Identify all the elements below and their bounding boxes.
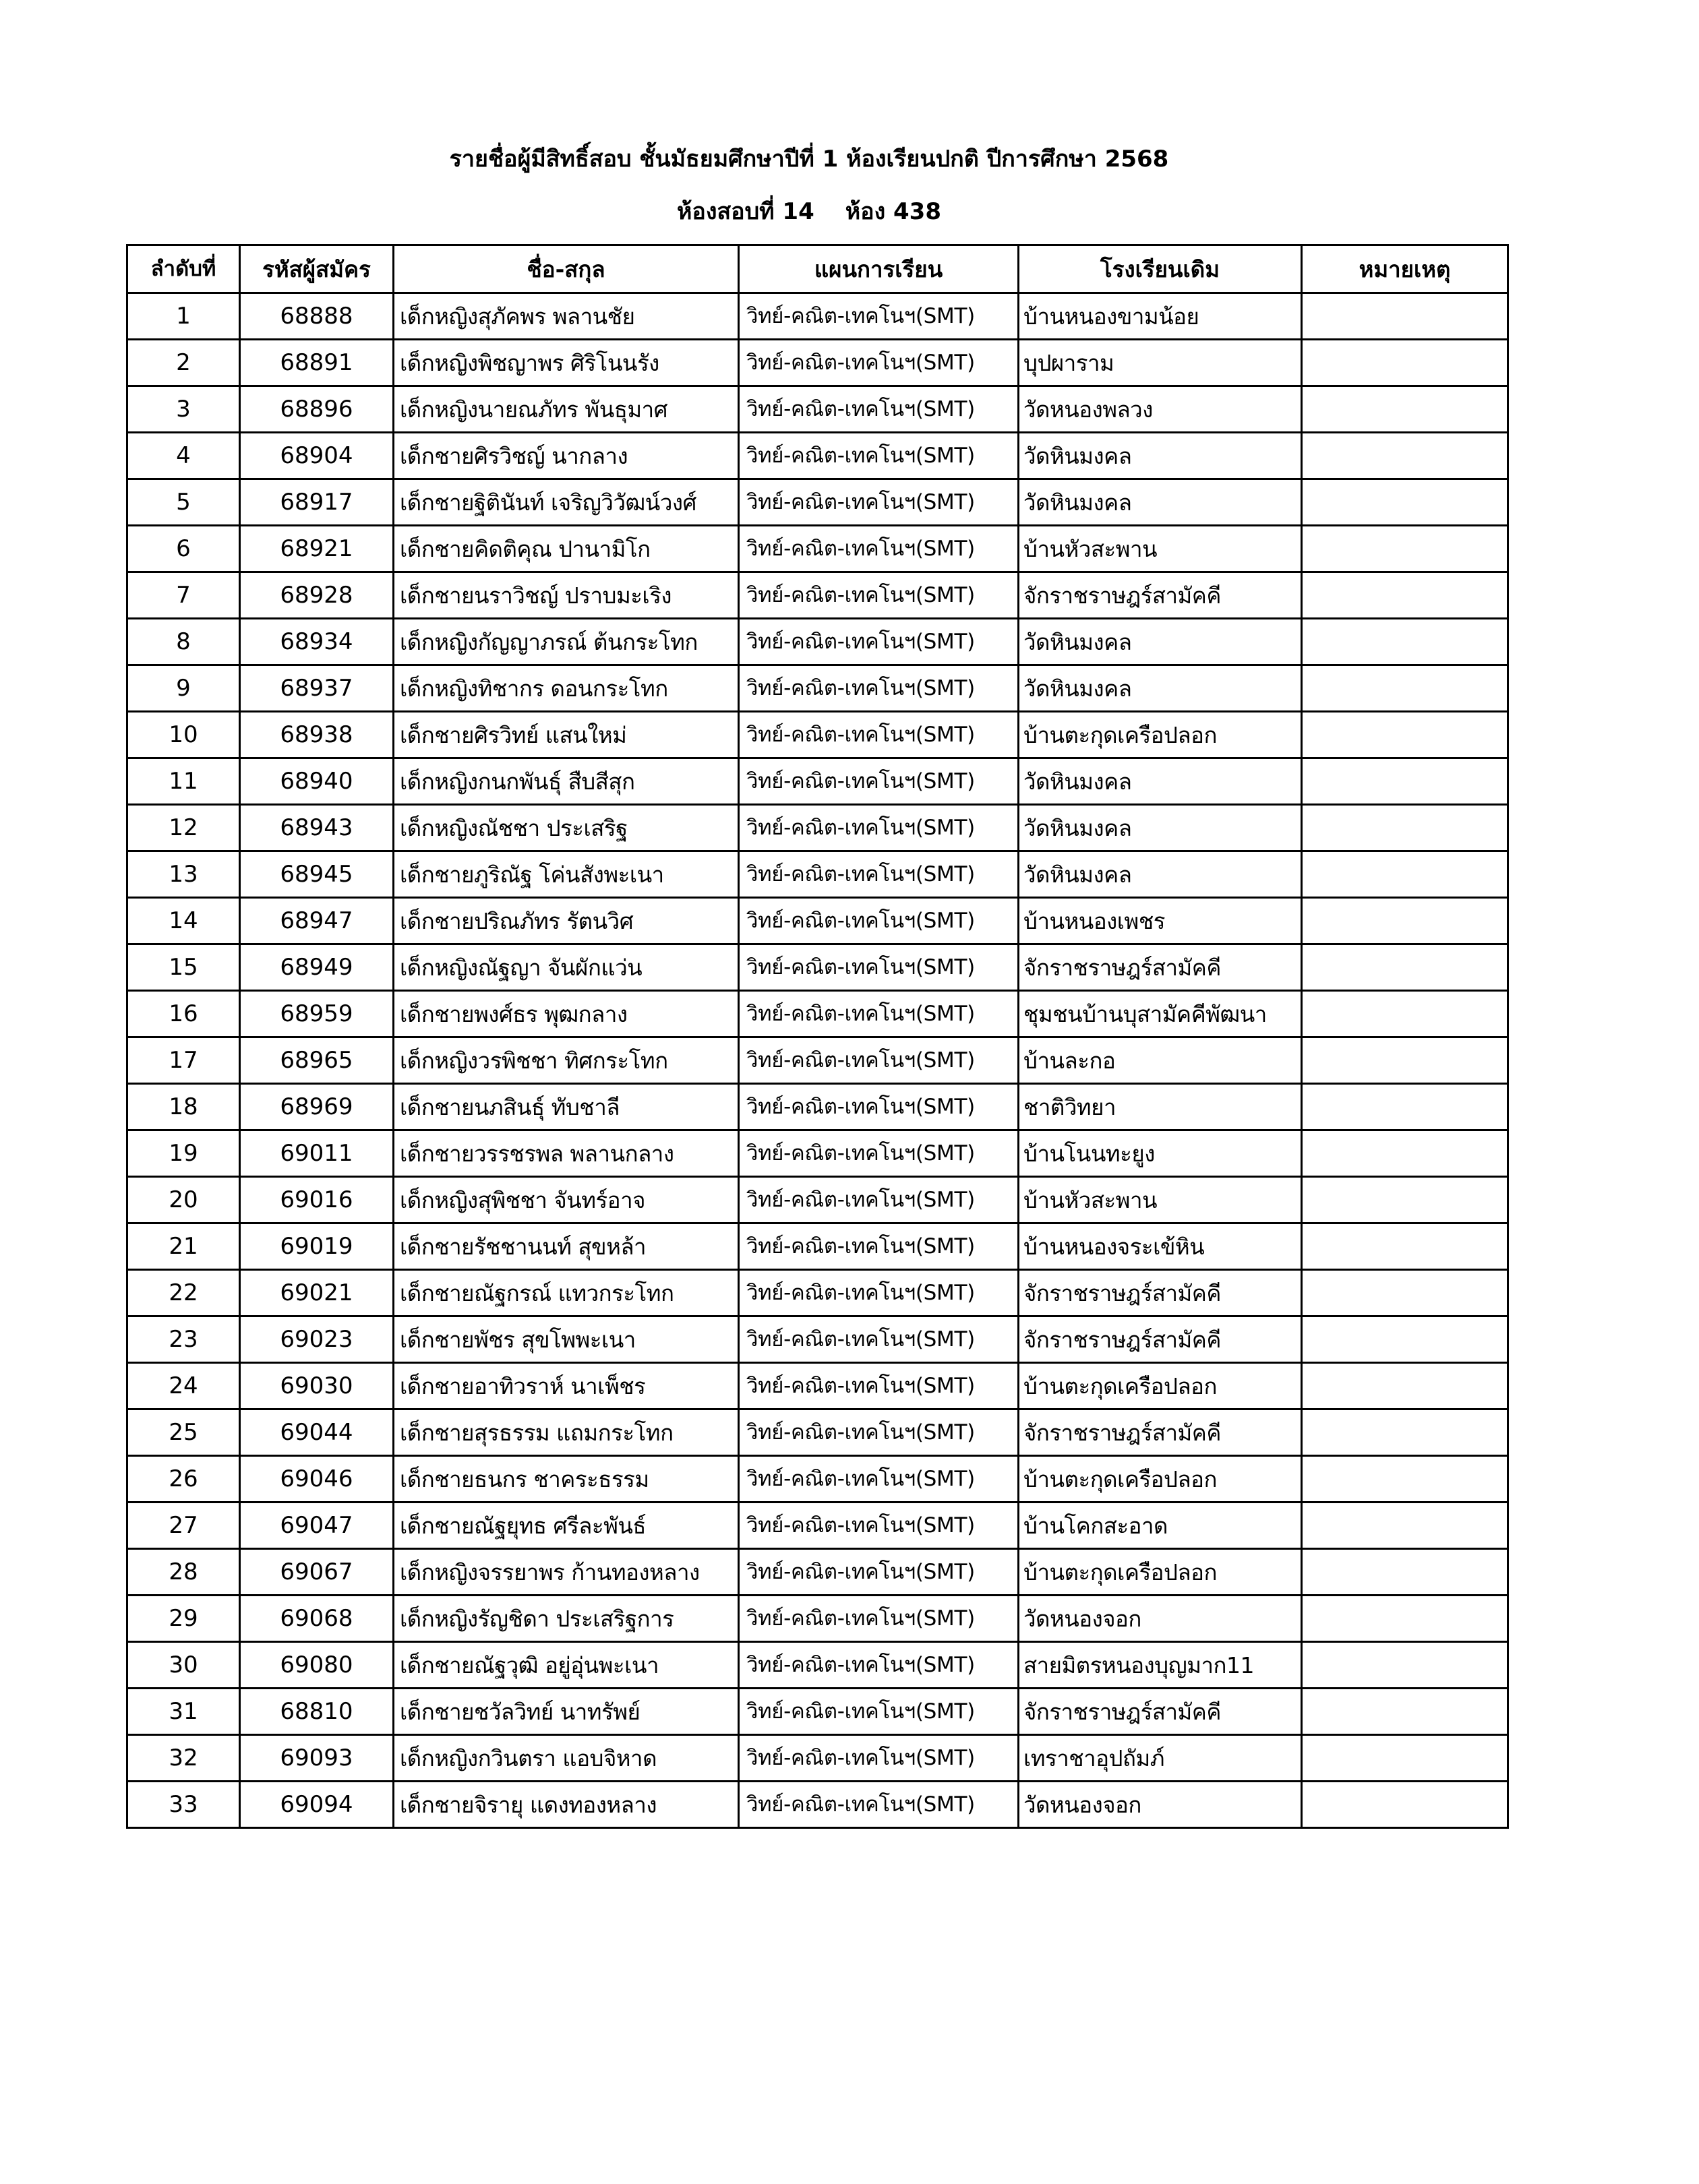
cell-full-name: เด็กหญิงณัชชา ประเสริฐ (394, 805, 739, 851)
cell-order-no: 13 (127, 851, 240, 898)
cell-remarks (1302, 1409, 1508, 1456)
cell-study-plan: วิทย์-คณิต-เทคโนฯ(SMT) (739, 1037, 1019, 1084)
cell-study-plan: วิทย์-คณิต-เทคโนฯ(SMT) (739, 898, 1019, 944)
cell-full-name: เด็กชายรัชชานนท์ สุขหล้า (394, 1223, 739, 1270)
cell-order-no: 29 (127, 1596, 240, 1642)
cell-full-name: เด็กหญิงจรรยาพร ก้านทองหลาง (394, 1549, 739, 1596)
cell-previous-school: วัดหินมงคล (1019, 851, 1302, 898)
cell-previous-school: จักราชราษฎร์สามัคคี (1019, 1316, 1302, 1363)
cell-study-plan: วิทย์-คณิต-เทคโนฯ(SMT) (739, 944, 1019, 991)
cell-applicant-id: 68937 (240, 665, 394, 712)
cell-previous-school: ชาติวิทยา (1019, 1084, 1302, 1130)
cell-remarks (1302, 1735, 1508, 1782)
cell-remarks (1302, 479, 1508, 526)
cell-applicant-id: 68934 (240, 619, 394, 665)
cell-full-name: เด็กชายณัฐวุฒิ อยู่อุ่นพะเนา (394, 1642, 739, 1689)
cell-applicant-id: 69080 (240, 1642, 394, 1689)
cell-applicant-id: 69019 (240, 1223, 394, 1270)
table-row (127, 1037, 1508, 1084)
cell-previous-school: สายมิตรหนองบุญมาก11 (1019, 1642, 1302, 1689)
cell-full-name: เด็กชายจิรายุ แดงทองหลาง (394, 1782, 739, 1828)
cell-remarks (1302, 805, 1508, 851)
table-row (127, 1084, 1508, 1130)
cell-applicant-id: 69044 (240, 1409, 394, 1456)
header-study-plan: แผนการเรียน (739, 245, 1019, 293)
cell-remarks (1302, 1503, 1508, 1549)
table-row (127, 1409, 1508, 1456)
cell-applicant-id: 69068 (240, 1596, 394, 1642)
cell-order-no: 30 (127, 1642, 240, 1689)
cell-previous-school: วัดหินมงคล (1019, 758, 1302, 805)
cell-order-no: 22 (127, 1270, 240, 1316)
cell-previous-school: วัดหนองจอก (1019, 1596, 1302, 1642)
cell-order-no: 25 (127, 1409, 240, 1456)
cell-previous-school: วัดหินมงคล (1019, 619, 1302, 665)
cell-applicant-id: 68810 (240, 1689, 394, 1735)
cell-full-name: เด็กชายปริณภัทร รัตนวิศ (394, 898, 739, 944)
table-row (127, 293, 1508, 340)
cell-previous-school: บ้านละกอ (1019, 1037, 1302, 1084)
cell-order-no: 5 (127, 479, 240, 526)
cell-study-plan: วิทย์-คณิต-เทคโนฯ(SMT) (739, 433, 1019, 479)
cell-previous-school: บ้านตะกุดเครือปลอก (1019, 1456, 1302, 1503)
table-row (127, 1456, 1508, 1503)
cell-remarks (1302, 572, 1508, 619)
cell-order-no: 11 (127, 758, 240, 805)
table-row (127, 572, 1508, 619)
cell-applicant-id: 68891 (240, 340, 394, 386)
cell-full-name: เด็กชายภูริณัฐ โค่นสังพะเนา (394, 851, 739, 898)
cell-remarks (1302, 1642, 1508, 1689)
header-previous-school: โรงเรียนเดิม (1019, 245, 1302, 293)
cell-study-plan: วิทย์-คณิต-เทคโนฯ(SMT) (739, 758, 1019, 805)
cell-study-plan: วิทย์-คณิต-เทคโนฯ(SMT) (739, 1177, 1019, 1223)
cell-study-plan: วิทย์-คณิต-เทคโนฯ(SMT) (739, 572, 1019, 619)
document-subtitle (0, 193, 1618, 229)
cell-study-plan: วิทย์-คณิต-เทคโนฯ(SMT) (739, 293, 1019, 340)
document-title: รายชื่อผู้มีสิทธิ์สอบ ชั้นมัธยมศึกษาปีที่ 1 ห้องเรียนปกติ ปีการศึกษา 2568 (449, 146, 1169, 173)
cell-previous-school: บ้านหัวสะพาน (1019, 526, 1302, 572)
cell-study-plan: วิทย์-คณิต-เทคโนฯ(SMT) (739, 1689, 1019, 1735)
cell-order-no: 23 (127, 1316, 240, 1363)
cell-previous-school: จักราชราษฎร์สามัคคี (1019, 944, 1302, 991)
cell-previous-school: วัดหินมงคล (1019, 665, 1302, 712)
cell-remarks (1302, 1363, 1508, 1409)
cell-study-plan: วิทย์-คณิต-เทคโนฯ(SMT) (739, 1409, 1019, 1456)
cell-full-name: เด็กชายณัฐกรณ์ แทวกระโทก (394, 1270, 739, 1316)
cell-applicant-id: 68940 (240, 758, 394, 805)
cell-order-no: 8 (127, 619, 240, 665)
cell-order-no: 33 (127, 1782, 240, 1828)
cell-study-plan: วิทย์-คณิต-เทคโนฯ(SMT) (739, 1596, 1019, 1642)
cell-full-name: เด็กหญิงวรพิชชา ทิศกระโทก (394, 1037, 739, 1084)
table-row (127, 1689, 1508, 1735)
cell-applicant-id: 69067 (240, 1549, 394, 1596)
cell-study-plan: วิทย์-คณิต-เทคโนฯ(SMT) (739, 665, 1019, 712)
cell-remarks (1302, 1177, 1508, 1223)
cell-remarks (1302, 1037, 1508, 1084)
cell-full-name: เด็กหญิงณัฐญา จันผักแว่น (394, 944, 739, 991)
cell-previous-school: บ้านหนองจระเข้หิน (1019, 1223, 1302, 1270)
cell-previous-school: ชุมชนบ้านบุสามัคคีพัฒนา (1019, 991, 1302, 1037)
table-row (127, 1363, 1508, 1409)
cell-previous-school: บุปผาราม (1019, 340, 1302, 386)
table-row (127, 386, 1508, 433)
cell-study-plan: วิทย์-คณิต-เทคโนฯ(SMT) (739, 1456, 1019, 1503)
table-row (127, 1223, 1508, 1270)
cell-order-no: 12 (127, 805, 240, 851)
cell-remarks (1302, 758, 1508, 805)
cell-applicant-id: 69021 (240, 1270, 394, 1316)
header-order-no: ลำดับที่ (127, 245, 240, 293)
cell-applicant-id: 69094 (240, 1782, 394, 1828)
cell-remarks (1302, 1596, 1508, 1642)
exam-room-label: ห้องสอบที่ 14 (676, 198, 814, 225)
cell-study-plan: วิทย์-คณิต-เทคโนฯ(SMT) (739, 1363, 1019, 1409)
table-row (127, 1316, 1508, 1363)
cell-previous-school: จักราชราษฎร์สามัคคี (1019, 1270, 1302, 1316)
cell-full-name: เด็กหญิงกัญญาภรณ์ ต้นกระโทก (394, 619, 739, 665)
cell-applicant-id: 68938 (240, 712, 394, 758)
table-body (127, 293, 1508, 1828)
cell-study-plan: วิทย์-คณิต-เทคโนฯ(SMT) (739, 712, 1019, 758)
cell-study-plan: วิทย์-คณิต-เทคโนฯ(SMT) (739, 340, 1019, 386)
cell-study-plan: วิทย์-คณิต-เทคโนฯ(SMT) (739, 851, 1019, 898)
table-row (127, 1735, 1508, 1782)
cell-applicant-id: 68928 (240, 572, 394, 619)
table-row (127, 479, 1508, 526)
cell-full-name: เด็กหญิงสุภัคพร พลานชัย (394, 293, 739, 340)
cell-remarks (1302, 1084, 1508, 1130)
table-row (127, 851, 1508, 898)
table-row (127, 1503, 1508, 1549)
cell-previous-school: บ้านหนองขามน้อย (1019, 293, 1302, 340)
cell-order-no: 15 (127, 944, 240, 991)
cell-study-plan: วิทย์-คณิต-เทคโนฯ(SMT) (739, 386, 1019, 433)
cell-order-no: 20 (127, 1177, 240, 1223)
cell-applicant-id: 68904 (240, 433, 394, 479)
cell-applicant-id: 69047 (240, 1503, 394, 1549)
cell-previous-school: บ้านตะกุดเครือปลอก (1019, 1363, 1302, 1409)
table-row (127, 712, 1508, 758)
cell-applicant-id: 69030 (240, 1363, 394, 1409)
cell-full-name: เด็กชายศิรวิชญ์ นากลาง (394, 433, 739, 479)
cell-previous-school: บ้านตะกุดเครือปลอก (1019, 712, 1302, 758)
cell-applicant-id: 69023 (240, 1316, 394, 1363)
cell-full-name: เด็กชายฐิตินันท์ เจริญวิวัฒน์วงศ์ (394, 479, 739, 526)
table-header-row (127, 245, 1508, 293)
cell-order-no: 9 (127, 665, 240, 712)
cell-full-name: เด็กหญิงกนกพันธุ์ สืบสีสุก (394, 758, 739, 805)
cell-remarks (1302, 293, 1508, 340)
cell-study-plan: วิทย์-คณิต-เทคโนฯ(SMT) (739, 1316, 1019, 1363)
table-row (127, 1130, 1508, 1177)
cell-full-name: เด็กชายชวัลวิทย์ นาทรัพย์ (394, 1689, 739, 1735)
table-row (127, 433, 1508, 479)
cell-remarks (1302, 526, 1508, 572)
header-applicant-id: รหัสผู้สมัคร (240, 245, 394, 293)
cell-previous-school: บ้านโคกสะอาด (1019, 1503, 1302, 1549)
cell-remarks (1302, 1689, 1508, 1735)
cell-remarks (1302, 1549, 1508, 1596)
cell-previous-school: บ้านโนนทะยูง (1019, 1130, 1302, 1177)
cell-order-no: 4 (127, 433, 240, 479)
cell-study-plan: วิทย์-คณิต-เทคโนฯ(SMT) (739, 1270, 1019, 1316)
cell-order-no: 21 (127, 1223, 240, 1270)
cell-remarks (1302, 433, 1508, 479)
cell-previous-school: จักราชราษฎร์สามัคคี (1019, 1409, 1302, 1456)
cell-study-plan: วิทย์-คณิต-เทคโนฯ(SMT) (739, 805, 1019, 851)
cell-order-no: 14 (127, 898, 240, 944)
cell-applicant-id: 68943 (240, 805, 394, 851)
cell-order-no: 6 (127, 526, 240, 572)
cell-study-plan: วิทย์-คณิต-เทคโนฯ(SMT) (739, 479, 1019, 526)
table-row (127, 758, 1508, 805)
cell-full-name: เด็กหญิงรัญชิดา ประเสริฐการ (394, 1596, 739, 1642)
cell-order-no: 17 (127, 1037, 240, 1084)
cell-study-plan: วิทย์-คณิต-เทคโนฯ(SMT) (739, 619, 1019, 665)
cell-full-name: เด็กชายสุรธรรม แถมกระโทก (394, 1409, 739, 1456)
cell-remarks (1302, 665, 1508, 712)
cell-full-name: เด็กหญิงสุพิชชา จันทร์อาจ (394, 1177, 739, 1223)
cell-applicant-id: 68949 (240, 944, 394, 991)
cell-study-plan: วิทย์-คณิต-เทคโนฯ(SMT) (739, 1642, 1019, 1689)
cell-full-name: เด็กหญิงนายณภัทร พันธุมาศ (394, 386, 739, 433)
cell-previous-school: วัดหนองพลวง (1019, 386, 1302, 433)
table-row (127, 1177, 1508, 1223)
cell-order-no: 19 (127, 1130, 240, 1177)
cell-full-name: เด็กชายอาทิวราห์ นาเพ็ชร (394, 1363, 739, 1409)
cell-remarks (1302, 1782, 1508, 1828)
cell-applicant-id: 68965 (240, 1037, 394, 1084)
cell-full-name: เด็กชายธนกร ชาคระธรรม (394, 1456, 739, 1503)
table-row (127, 1549, 1508, 1596)
cell-remarks (1302, 1270, 1508, 1316)
cell-full-name: เด็กชายคิดติคุณ ปานามิโก (394, 526, 739, 572)
header-remarks: หมายเหตุ (1302, 245, 1508, 293)
room-label: ห้อง 438 (845, 198, 941, 225)
cell-full-name: เด็กหญิงทิชากร ดอนกระโทก (394, 665, 739, 712)
cell-previous-school: วัดหินมงคล (1019, 479, 1302, 526)
cell-remarks (1302, 851, 1508, 898)
cell-remarks (1302, 944, 1508, 991)
table-row (127, 1596, 1508, 1642)
cell-applicant-id: 69011 (240, 1130, 394, 1177)
cell-applicant-id: 69016 (240, 1177, 394, 1223)
cell-remarks (1302, 386, 1508, 433)
cell-applicant-id: 68969 (240, 1084, 394, 1130)
cell-previous-school: วัดหินมงคล (1019, 805, 1302, 851)
cell-remarks (1302, 898, 1508, 944)
cell-study-plan: วิทย์-คณิต-เทคโนฯ(SMT) (739, 1782, 1019, 1828)
table-row (127, 805, 1508, 851)
cell-remarks (1302, 1223, 1508, 1270)
cell-applicant-id: 68896 (240, 386, 394, 433)
table-row (127, 665, 1508, 712)
cell-study-plan: วิทย์-คณิต-เทคโนฯ(SMT) (739, 1084, 1019, 1130)
cell-applicant-id: 68921 (240, 526, 394, 572)
cell-applicant-id: 69093 (240, 1735, 394, 1782)
cell-previous-school: เทราชาอุปถัมภ์ (1019, 1735, 1302, 1782)
table-row (127, 1642, 1508, 1689)
cell-order-no: 10 (127, 712, 240, 758)
cell-full-name: เด็กชายพงศ์ธร พุฒกลาง (394, 991, 739, 1037)
cell-applicant-id: 68945 (240, 851, 394, 898)
cell-full-name: เด็กหญิงกวินตรา แอบจิหาด (394, 1735, 739, 1782)
table-row (127, 1782, 1508, 1828)
table-row (127, 619, 1508, 665)
table-row (127, 944, 1508, 991)
cell-remarks (1302, 991, 1508, 1037)
table-row (127, 340, 1508, 386)
cell-order-no: 2 (127, 340, 240, 386)
cell-study-plan: วิทย์-คณิต-เทคโนฯ(SMT) (739, 1223, 1019, 1270)
cell-order-no: 31 (127, 1689, 240, 1735)
cell-full-name: เด็กชายณัฐยุทธ ศรีละพันธ์ (394, 1503, 739, 1549)
cell-order-no: 18 (127, 1084, 240, 1130)
cell-remarks (1302, 1456, 1508, 1503)
cell-study-plan: วิทย์-คณิต-เทคโนฯ(SMT) (739, 526, 1019, 572)
cell-applicant-id: 68888 (240, 293, 394, 340)
cell-previous-school: วัดหินมงคล (1019, 433, 1302, 479)
cell-previous-school: วัดหนองจอก (1019, 1782, 1302, 1828)
cell-applicant-id: 68947 (240, 898, 394, 944)
cell-order-no: 7 (127, 572, 240, 619)
cell-previous-school: จักราชราษฎร์สามัคคี (1019, 572, 1302, 619)
cell-full-name: เด็กชายนราวิชญ์ ปราบมะเริง (394, 572, 739, 619)
cell-order-no: 1 (127, 293, 240, 340)
cell-remarks (1302, 1316, 1508, 1363)
cell-study-plan: วิทย์-คณิต-เทคโนฯ(SMT) (739, 1549, 1019, 1596)
cell-study-plan: วิทย์-คณิต-เทคโนฯ(SMT) (739, 991, 1019, 1037)
cell-order-no: 26 (127, 1456, 240, 1503)
cell-previous-school: จักราชราษฎร์สามัคคี (1019, 1689, 1302, 1735)
cell-full-name: เด็กหญิงพิชญาพร ศิริโนนรัง (394, 340, 739, 386)
cell-previous-school: บ้านหนองเพชร (1019, 898, 1302, 944)
cell-full-name: เด็กชายวรรชรพล พลานกลาง (394, 1130, 739, 1177)
header-full-name: ชื่อ-สกุล (394, 245, 739, 293)
cell-order-no: 3 (127, 386, 240, 433)
cell-remarks (1302, 1130, 1508, 1177)
cell-order-no: 32 (127, 1735, 240, 1782)
cell-remarks (1302, 340, 1508, 386)
cell-order-no: 27 (127, 1503, 240, 1549)
cell-order-no: 16 (127, 991, 240, 1037)
table-row (127, 526, 1508, 572)
table-row (127, 898, 1508, 944)
cell-order-no: 24 (127, 1363, 240, 1409)
cell-study-plan: วิทย์-คณิต-เทคโนฯ(SMT) (739, 1130, 1019, 1177)
cell-order-no: 28 (127, 1549, 240, 1596)
cell-full-name: เด็กชายศิรวิทย์ แสนใหม่ (394, 712, 739, 758)
cell-full-name: เด็กชายนภสินธุ์ ทับชาลี (394, 1084, 739, 1130)
candidate-table (126, 244, 1509, 1829)
cell-remarks (1302, 712, 1508, 758)
cell-full-name: เด็กชายพัชร สุขโพพะเนา (394, 1316, 739, 1363)
cell-previous-school: บ้านตะกุดเครือปลอก (1019, 1549, 1302, 1596)
cell-applicant-id: 68917 (240, 479, 394, 526)
table-row (127, 991, 1508, 1037)
table-row (127, 1270, 1508, 1316)
cell-applicant-id: 68959 (240, 991, 394, 1037)
cell-remarks (1302, 619, 1508, 665)
cell-previous-school: บ้านหัวสะพาน (1019, 1177, 1302, 1223)
cell-study-plan: วิทย์-คณิต-เทคโนฯ(SMT) (739, 1735, 1019, 1782)
cell-study-plan: วิทย์-คณิต-เทคโนฯ(SMT) (739, 1503, 1019, 1549)
cell-applicant-id: 69046 (240, 1456, 394, 1503)
